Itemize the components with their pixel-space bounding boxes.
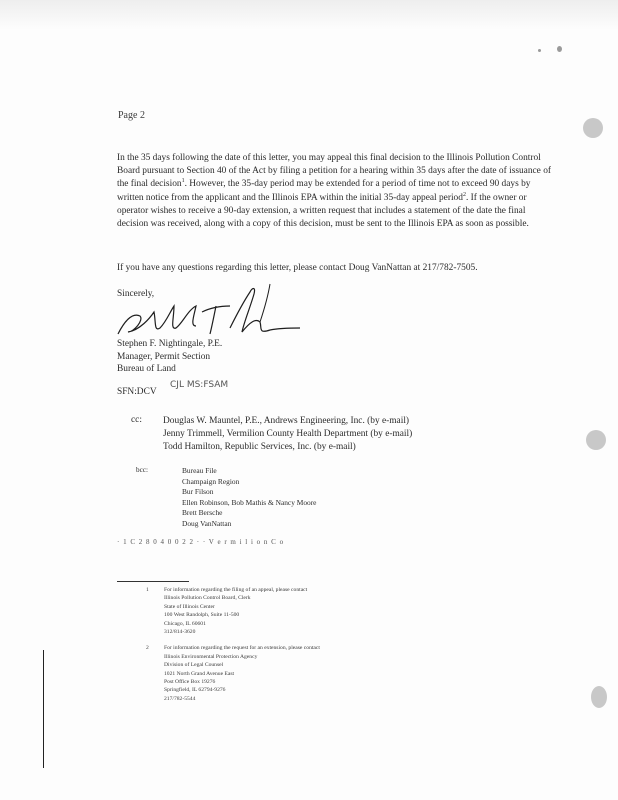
handwritten-signature	[110, 282, 310, 344]
footnote-line: Division of Legal Counsel	[164, 662, 224, 669]
punch-hole-top	[583, 118, 603, 138]
footnote-line: For information regarding the request for an extension, please contact	[164, 645, 320, 652]
bcc-entry: Doug VanNattan	[182, 518, 232, 528]
cc-entry: Douglas W. Mauntel, P.E., Andrews Engineering, Inc. (by e-mail)	[163, 416, 410, 426]
punch-hole-bottom	[591, 686, 607, 708]
scan-speck	[557, 46, 562, 52]
footnote-ref-1: 1	[181, 178, 185, 185]
footnote-number: 1	[146, 587, 149, 593]
footnote-line: Springfield, IL 62794-9276	[164, 687, 226, 694]
footnote-line: 1021 North Grand Avenue East	[164, 670, 235, 677]
cut-off-line: · 1 C 2 8 0 4 0 0 2 2 · · V e r m i l i o n C o	[117, 538, 285, 546]
scan-speck	[538, 49, 541, 52]
footnote-number: 2	[146, 645, 149, 652]
handwritten-initials: CJL MS:FSAM	[170, 380, 229, 390]
footnote-ref-2: 2	[462, 191, 466, 198]
bcc-entry: Bureau File	[182, 466, 217, 475]
cc-label: cc:	[131, 415, 142, 425]
footnote-1	[146, 586, 320, 636]
footnote-rule	[117, 581, 189, 582]
contact-line: If you have any questions regarding this letter, please contact Doug VanNattan at 217/782-7505.	[117, 263, 478, 273]
appeal-paragraph	[117, 152, 551, 231]
bcc-entry: Brett Bersche	[182, 508, 223, 518]
footnote-line: Chicago, IL 60601	[164, 620, 206, 627]
footnote-line: 100 West Randolph, Suite 11-500	[164, 612, 240, 619]
footnote-line: 312/814-3620	[164, 629, 196, 636]
footnote-line: For information regarding the filing of an appeal, please contact	[164, 587, 308, 593]
bcc-entry: Ellen Robinson, Bob Mathis & Nancy Moore	[182, 497, 317, 507]
cc-entry: Jenny Trimmell, Vermilion County Health Department (by e-mail)	[163, 429, 413, 439]
page-number: Page 2	[118, 110, 145, 121]
sfn-reference: SFN:DCV	[117, 387, 157, 397]
footnote-line: Post Office Box 19276	[164, 679, 216, 686]
cc-entry: Todd Hamilton, Republic Services, Inc. (by e-mail)	[163, 442, 356, 452]
footnote-2	[146, 644, 320, 703]
bcc-entry: Champaign Region	[182, 476, 240, 486]
footnote-line: Illinois Pollution Control Board, Clerk	[164, 595, 251, 602]
footnotes	[146, 586, 320, 703]
bcc-label: bcc:	[136, 466, 148, 474]
punch-hole-middle	[586, 430, 606, 450]
bcc-list	[182, 466, 316, 530]
bcc-entry: Bur Filson	[182, 487, 214, 497]
footnote-line: Illinois Environmental Protection Agency	[164, 653, 258, 660]
paragraph-text-1: In the 35 days following the date of this letter, you may appeal this final decision to the Illinois Pollution Control Board pursuant to Section 40 of the Act by filing a petition for a hearing within 35 days after the date of issuance of the final decision	[117, 153, 552, 190]
signature-block	[117, 338, 222, 376]
signatory-bureau: Bureau of Land	[117, 364, 176, 375]
cc-list	[163, 415, 412, 454]
footnote-line: State of Illinois Center	[164, 603, 215, 610]
scan-shadow	[0, 0, 618, 30]
margin-mark	[43, 650, 44, 768]
paragraph-text-3: . If the owner or operator wishes to receive a 90-day extension, a written request that includes a statement of the date the final decision was received, along with a copy of this decision, must be sent to the Illinois EPA as soon as possible.	[117, 192, 529, 230]
paragraph-text-2: . However, the 35-day period may be extended for a period of time not to exceed 90 days by written notice from the applicant and the Illinois EPA within the initial 35-day appeal period	[117, 179, 531, 203]
closing: Sincerely,	[117, 289, 155, 299]
footnote-line: 217/782-5544	[164, 695, 196, 702]
signatory-name: Stephen F. Nightingale, P.E.	[117, 339, 223, 349]
signatory-title: Manager, Permit Section	[117, 351, 211, 362]
